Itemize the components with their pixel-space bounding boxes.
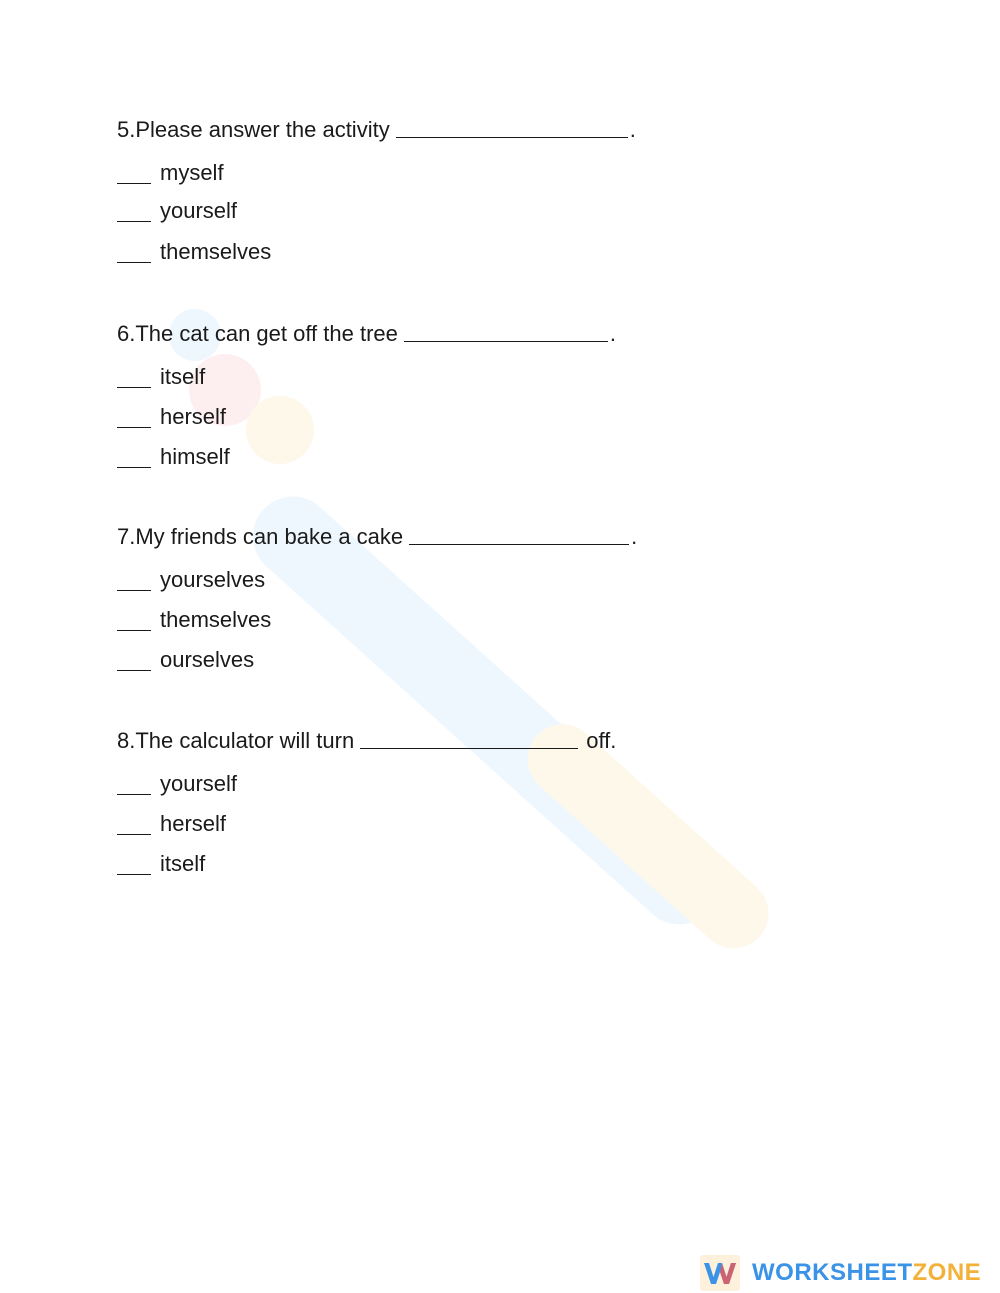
checkbox-blank[interactable] [117,467,151,468]
stem-text: 8.The calculator will turn [117,728,355,753]
option-row [117,397,616,437]
answer-blank[interactable] [409,544,629,545]
checkbox-blank[interactable] [117,183,151,184]
checkbox-blank[interactable] [117,630,151,631]
answer-blank[interactable] [360,748,578,749]
question-stem [117,319,616,349]
option-label: themselves [160,239,272,264]
option-row [117,844,616,884]
brand-part-2: ZONE [912,1259,982,1286]
answer-blank[interactable] [404,341,608,342]
option-row [117,437,616,477]
stem-text: 5.Please answer the activity [117,117,390,142]
option-row [117,640,637,680]
option-label: themselves [160,607,272,632]
option-label: yourself [160,771,238,796]
option-label: myself [160,160,224,185]
option-row [117,600,637,640]
option-row [117,153,636,193]
option-label: herself [160,404,227,429]
w-logo-icon [700,1255,740,1291]
stem-end: . [631,524,638,549]
checkbox-blank[interactable] [117,221,151,222]
question-stem [117,726,616,756]
option-row [117,560,637,600]
checkbox-blank[interactable] [117,670,151,671]
options-list [117,560,637,680]
option-row [117,357,616,397]
question-6 [117,319,616,477]
checkbox-blank[interactable] [117,387,151,388]
option-label: herself [160,811,227,836]
answer-blank[interactable] [396,137,628,138]
checkbox-blank[interactable] [117,427,151,428]
question-5 [117,115,636,275]
question-stem [117,115,636,145]
option-row [117,764,616,804]
brand-footer [700,1253,981,1293]
stem-end: . [629,117,636,142]
question-7 [117,522,637,680]
option-label: yourselves [160,567,266,592]
option-row [117,804,616,844]
checkbox-blank[interactable] [117,262,151,263]
options-list [117,153,636,275]
question-8 [117,726,616,884]
stem-end: . [609,321,617,346]
stem-end: off. [586,728,617,753]
brand-part-1: WORKSHEET [752,1259,913,1286]
checkbox-blank[interactable] [117,874,151,875]
options-list [117,357,616,477]
option-label: ourselves [160,647,255,672]
question-stem [117,522,637,552]
option-label: itself [160,851,206,876]
options-list [117,764,616,884]
stem-text: 7.My friends can bake a cake [117,524,404,549]
option-label: himself [160,444,230,469]
option-row [117,229,636,275]
option-label: yourself [160,198,238,223]
option-row [117,193,636,229]
checkbox-blank[interactable] [117,590,151,591]
checkbox-blank[interactable] [117,834,151,835]
option-label: itself [160,364,206,389]
checkbox-blank[interactable] [117,794,151,795]
brand-name [752,1259,981,1287]
stem-text: 6.The cat can get off the tree [117,321,398,346]
